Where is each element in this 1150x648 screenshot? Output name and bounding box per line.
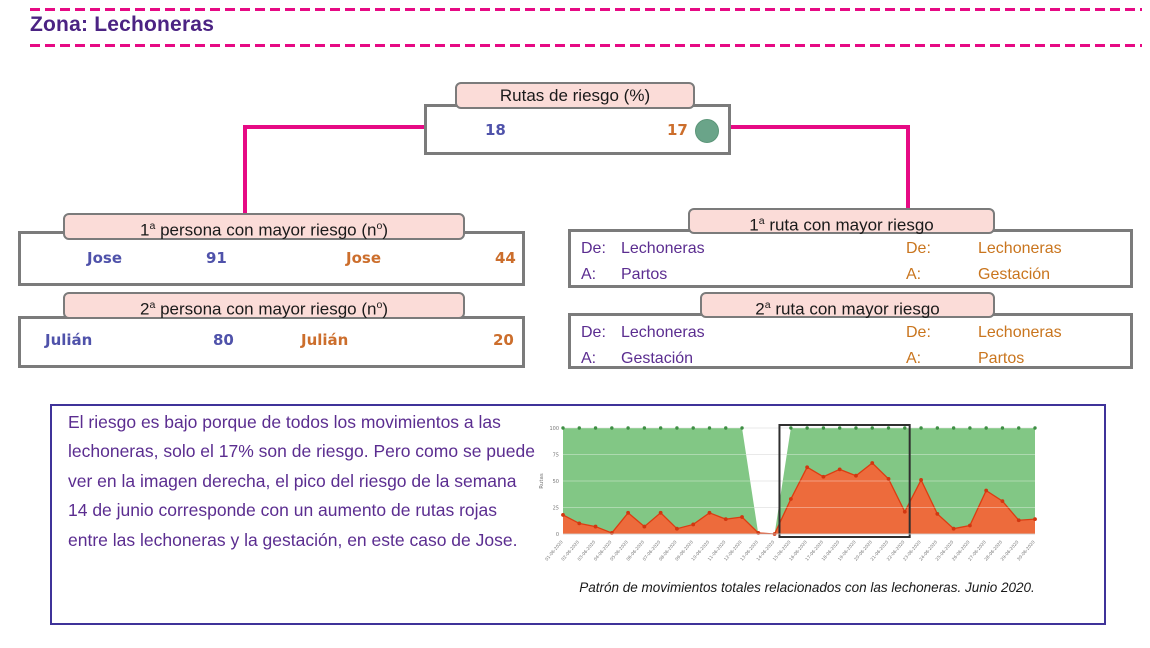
person-risk-header-1 xyxy=(63,213,465,240)
header-text-close: ) xyxy=(382,220,388,240)
header-text: ruta con mayor riesgo xyxy=(764,215,934,235)
svg-text:28-06-2020: 28-06-2020 xyxy=(984,540,1004,563)
svg-text:06-06-2020: 06-06-2020 xyxy=(626,540,646,563)
a-label: A: xyxy=(906,350,922,367)
route2-orange-column xyxy=(906,324,1062,368)
route-risk-header-2 xyxy=(700,292,995,318)
a-value: Partos xyxy=(621,266,668,283)
person-risk-box-2 xyxy=(18,316,525,368)
header-ordinal-sup: a xyxy=(149,220,156,232)
header-text-close: ) xyxy=(382,299,388,319)
risk-routes-header: Rutas de riesgo (%) xyxy=(455,82,695,109)
route-risk-header-1 xyxy=(688,208,995,234)
svg-text:25: 25 xyxy=(552,505,559,512)
connector-right-horizontal xyxy=(729,125,910,129)
person2-value-blue: 80 xyxy=(213,331,234,349)
header-ordinal: 1 xyxy=(140,220,150,240)
risk-routes-box xyxy=(424,104,731,155)
svg-text:03-06-2020: 03-06-2020 xyxy=(577,540,598,563)
de-value: Lechoneras xyxy=(978,240,1062,257)
header-ordinal-sup: a xyxy=(764,299,771,311)
svg-text:08-06-2020: 08-06-2020 xyxy=(658,540,679,563)
svg-text:11-06-2020: 11-06-2020 xyxy=(707,540,728,563)
risk-value-orange: 17 xyxy=(667,121,688,139)
a-label: A: xyxy=(906,266,922,283)
svg-text:14-06-2020: 14-06-2020 xyxy=(756,540,777,563)
svg-text:04-06-2020: 04-06-2020 xyxy=(593,540,614,563)
a-value: Gestación xyxy=(978,266,1051,283)
connector-left-horizontal xyxy=(243,125,427,129)
de-label: De: xyxy=(906,324,931,341)
movement-chart xyxy=(535,416,1050,578)
connector-right-vertical xyxy=(906,125,910,213)
header-ordinal-sup: a xyxy=(758,215,765,227)
svg-text:24-06-2020: 24-06-2020 xyxy=(918,540,939,563)
svg-text:23-06-2020: 23-06-2020 xyxy=(902,540,923,563)
route2-purple-column xyxy=(581,324,705,368)
summary-panel xyxy=(50,404,1106,625)
dashed-divider-top xyxy=(30,8,1142,11)
svg-text:17-06-2020: 17-06-2020 xyxy=(805,540,825,563)
a-label: A: xyxy=(581,266,597,283)
person1-value-orange: 44 xyxy=(495,249,516,267)
de-label: De: xyxy=(906,240,931,257)
status-dot-icon xyxy=(695,119,719,143)
header-ordinal: 2 xyxy=(140,299,150,319)
dashed-divider-title xyxy=(30,44,1142,47)
person1-name-orange: Jose xyxy=(346,249,381,267)
header-ordinal-sup: a xyxy=(149,299,156,311)
a-label: A: xyxy=(581,350,597,367)
de-label: De: xyxy=(581,324,606,341)
svg-text:15-06-2020: 15-06-2020 xyxy=(772,540,793,563)
person1-name-blue: Jose xyxy=(87,249,122,267)
svg-text:25-06-2020: 25-06-2020 xyxy=(935,540,956,563)
de-value: Lechoneras xyxy=(621,324,705,341)
a-value: Gestación xyxy=(621,350,694,367)
svg-text:22-06-2020: 22-06-2020 xyxy=(886,540,907,563)
svg-text:0: 0 xyxy=(555,531,559,538)
de-label: De: xyxy=(581,240,606,257)
svg-text:05-06-2020: 05-06-2020 xyxy=(609,540,630,563)
svg-text:02-06-2020: 02-06-2020 xyxy=(560,540,581,563)
svg-text:16-06-2020: 16-06-2020 xyxy=(788,540,809,563)
svg-text:18-06-2020: 18-06-2020 xyxy=(821,540,842,563)
svg-text:100: 100 xyxy=(549,425,559,432)
svg-text:13-06-2020: 13-06-2020 xyxy=(739,540,760,563)
svg-text:27-06-2020: 27-06-2020 xyxy=(967,540,988,563)
header-text: persona con mayor riesgo (n xyxy=(155,299,377,319)
summary-paragraph: El riesgo es bajo porque de todos los movimientos a las lechoneras, solo el 17% son de riesgo. Pero como se puede ver en la imagen derecha, el pico del riesgo de la semana 14 de junio corresponde con un aumento de rutas rojas entre las lechoneras y la gestación, en este caso de Jose. xyxy=(68,412,535,550)
route1-purple-column xyxy=(581,240,705,284)
svg-text:09-06-2020: 09-06-2020 xyxy=(674,540,695,563)
svg-text:50: 50 xyxy=(552,478,559,485)
de-value: Lechoneras xyxy=(978,324,1062,341)
connector-left-vertical xyxy=(243,125,247,217)
svg-text:29-06-2020: 29-06-2020 xyxy=(1000,540,1021,563)
svg-text:26-06-2020: 26-06-2020 xyxy=(951,540,972,563)
person2-value-orange: 20 xyxy=(493,331,514,349)
person-risk-header-2 xyxy=(63,292,465,319)
route-risk-box-1 xyxy=(568,229,1133,288)
svg-text:30-06-2020: 30-06-2020 xyxy=(1016,540,1037,563)
person1-value-blue: 91 xyxy=(206,249,227,267)
route-risk-box-2 xyxy=(568,313,1133,369)
de-value: Lechoneras xyxy=(621,240,705,257)
svg-text:Rutas: Rutas xyxy=(539,473,545,489)
header-degree-sup: o xyxy=(376,299,383,311)
header-text: persona con mayor riesgo (n xyxy=(155,220,377,240)
header-text: ruta con mayor riesgo xyxy=(770,299,940,319)
svg-text:21-06-2020: 21-06-2020 xyxy=(870,540,891,563)
svg-text:20-06-2020: 20-06-2020 xyxy=(853,540,874,563)
person2-name-blue: Julián xyxy=(45,331,93,349)
header-ordinal: 1 xyxy=(749,215,759,235)
page-title: Zona: Lechoneras xyxy=(30,13,215,36)
svg-text:19-06-2020: 19-06-2020 xyxy=(837,540,858,563)
header-ordinal: 2 xyxy=(755,299,765,319)
a-value: Partos xyxy=(978,350,1025,367)
svg-text:07-06-2020: 07-06-2020 xyxy=(642,540,663,563)
svg-text:10-06-2020: 10-06-2020 xyxy=(691,540,712,563)
route1-orange-column xyxy=(906,240,1062,284)
svg-text:01-06-2020: 01-06-2020 xyxy=(544,540,565,563)
person2-name-orange: Julián xyxy=(301,331,349,349)
chart-caption: Patrón de movimientos totales relacionados con las lechoneras. Junio 2020. xyxy=(579,580,1035,595)
header-degree-sup: o xyxy=(376,220,383,232)
risk-value-blue: 18 xyxy=(485,121,506,139)
svg-text:12-06-2020: 12-06-2020 xyxy=(723,540,744,563)
svg-text:75: 75 xyxy=(552,452,559,459)
